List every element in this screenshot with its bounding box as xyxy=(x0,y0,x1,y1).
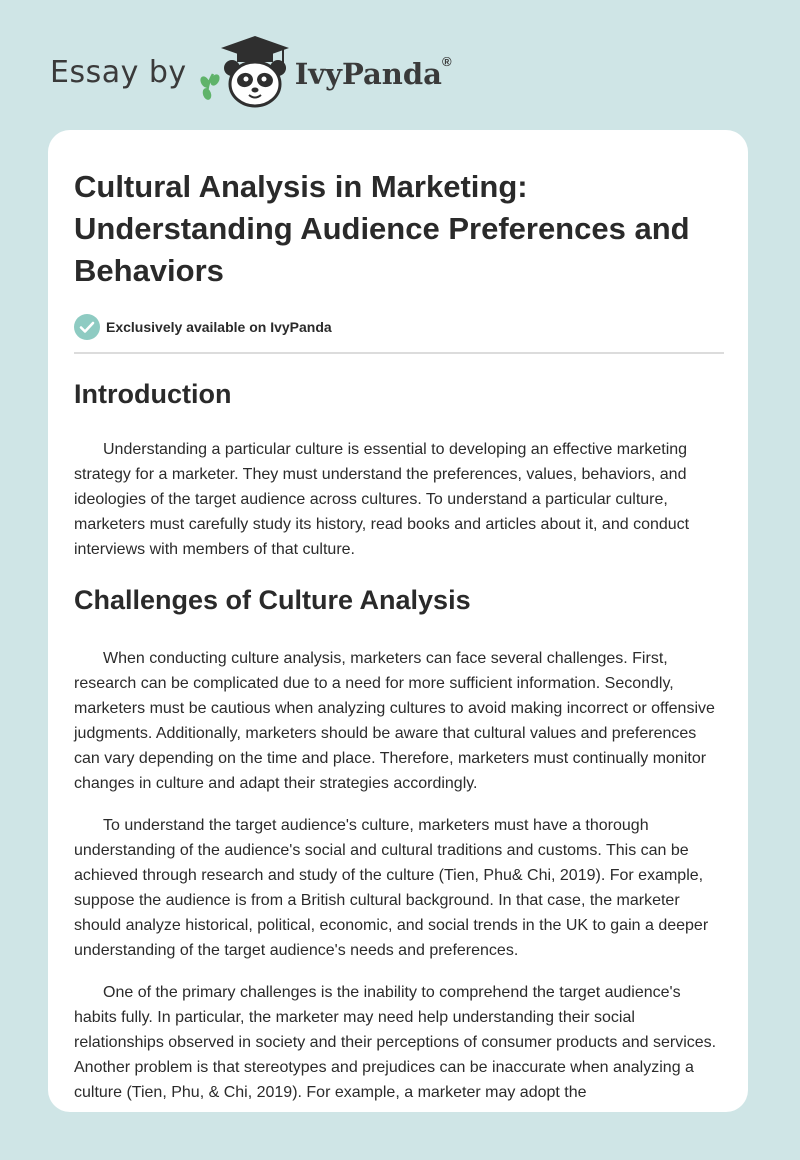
exclusive-badge xyxy=(74,314,724,340)
section-heading-challenges: Challenges of Culture Analysis xyxy=(74,585,471,615)
essay-card xyxy=(48,130,748,1112)
brand-name[interactable] xyxy=(295,54,452,91)
paragraph-challenges-3: One of the primary challenges is the inability to comprehend the target audience's habits fully. In particular, the marketer may need help understanding their social relationships observed in society and their perceptions of consumer products and services. Another problem is that stereotypes and prejudices can be inaccurate when analyzing a culture (Tien, Phu, & Chi, 2019). For example, a marketer may adopt the xyxy=(74,984,717,1101)
paragraph-introduction: Understanding a particular culture is essential to developing an effective marketing strategy for a marketer. They must understand the preferences, values, behaviors, and ideologies of the target audience across cultures. To understand a particular culture, marketers must carefully study its history, read books and articles about it, and conduct interviews with members of that culture. xyxy=(74,441,690,558)
brand-name-text: IvyPanda xyxy=(294,56,442,91)
site-header xyxy=(50,34,452,110)
exclusive-badge-label: Exclusively available on IvyPanda xyxy=(106,319,332,335)
paragraph-challenges-2: To understand the target audience's culture, marketers must have a thorough understanding of the audience's social and cultural traditions and customs. This can be achieved through research and study of the culture (Tien, Phu& Chi, 2019). For example, suppose the audience is from a British cultural background. In that case, the marketer should analyze historical, political, economic, and social trends in the UK to gain a deeper understanding of the target audience's needs and preferences. xyxy=(74,817,709,959)
essay-content xyxy=(74,166,724,1105)
panda-graduation-cap-icon[interactable] xyxy=(199,34,291,110)
registered-mark: ® xyxy=(441,53,452,69)
section-heading-introduction: Introduction xyxy=(74,379,232,409)
paragraph-challenges-1: When conducting culture analysis, marketers can face several challenges. First, research can be complicated due to a need for more sufficient information. Secondly, marketers must be cautious when analyzing cultures to avoid making incorrect or offensive judgments. Additionally, marketers should be aware that cultural values and preferences can vary depending on the time and place. Therefore, marketers must continually monitor changes in culture and adapt their strategies accordingly. xyxy=(74,650,715,792)
brand-prefix: Essay by xyxy=(50,54,187,90)
checkmark-circle-icon xyxy=(74,314,100,340)
essay-title: Cultural Analysis in Marketing: Understanding Audience Preferences and Behaviors xyxy=(74,169,690,288)
title-divider xyxy=(74,352,724,354)
